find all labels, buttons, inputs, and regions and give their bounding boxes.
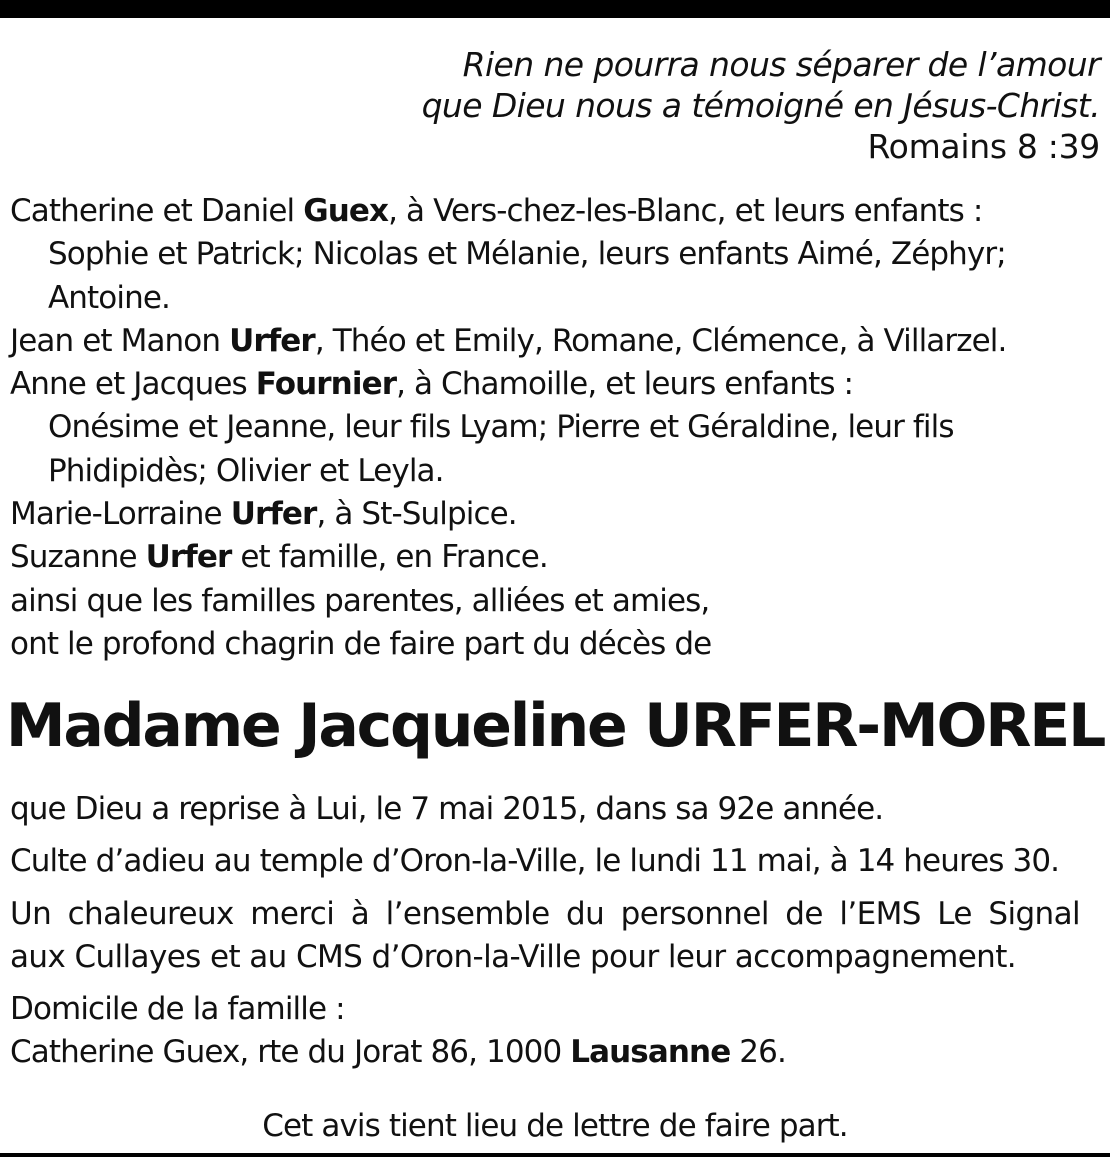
- fournier-children-line-1: Onésime et Jeanne, leur fils Lyam; Pierre et Géraldine, leur fils: [48, 409, 954, 446]
- thanks-line-2: aux Cullayes et au CMS d’Oron-la-Ville pour leur accompagnement.: [10, 938, 1017, 975]
- family-entry-marie-lorraine: Marie-Lorraine Urfer, à St-Sulpice.: [10, 496, 517, 533]
- death-notice: que Dieu a reprise à Lui, le 7 mai 2015, dans sa 92e année.: [10, 791, 884, 827]
- domicile-block: [10, 988, 1080, 1075]
- deceased-name: Madame Jacqueline URFER-MOREL: [5, 691, 1105, 761]
- announcement-line: ont le profond chagrin de faire part du décès de: [10, 625, 712, 662]
- family-entry-suzanne: Suzanne Urfer et famille, en France.: [10, 539, 548, 576]
- family-name-guex: Guex: [303, 193, 389, 229]
- family-address: Catherine Guex, rte du Jorat 86, 1000 Lausanne 26.: [10, 1034, 786, 1071]
- thanks-line-1: Un chaleureux merci à l’ensemble du personnel de l’EMS Le Signal: [10, 895, 1080, 932]
- family-name-fournier: Fournier: [255, 366, 397, 403]
- domicile-label: Domicile de la famille :: [10, 991, 345, 1028]
- verse-line-1: Rien ne pourra nous séparer de l’amour: [462, 45, 1100, 84]
- family-entry-jean-urfer: Jean et Manon Urfer, Théo et Emily, Romane, Clémence, à Villarzel.: [10, 322, 1007, 359]
- service-notice: Culte d’adieu au temple d’Oron-la-Ville, le lundi 11 mai, à 14 heures 30.: [10, 843, 1060, 880]
- family-entry-guex: Catherine et Daniel Guex, à Vers-chez-les-Blanc, et leurs enfants :: [10, 193, 983, 229]
- relatives-line: ainsi que les familles parentes, alliées et amies,: [10, 582, 710, 619]
- bible-verse: [422, 44, 1100, 167]
- bottom-border-rule: [0, 1153, 1110, 1157]
- fournier-children-line-2: Phidipidès; Olivier et Leyla.: [48, 452, 444, 489]
- verse-line-2: que Dieu nous a témoigné en Jésus-Christ.: [421, 86, 1100, 125]
- guex-children-line-1: Sophie et Patrick; Nicolas et Mélanie, leurs enfants Aimé, Zéphyr;: [48, 236, 1006, 273]
- family-list: [10, 190, 1100, 666]
- address-city: Lausanne: [570, 1034, 731, 1071]
- family-name-urfer: Urfer: [145, 539, 232, 576]
- closing-note: Cet avis tient lieu de lettre de faire part.: [262, 1108, 848, 1144]
- family-name-urfer: Urfer: [229, 322, 315, 359]
- obituary-details: [10, 788, 1080, 1084]
- guex-children-line-2: Antoine.: [48, 279, 170, 316]
- verse-reference: Romains 8 :39: [867, 127, 1100, 166]
- family-entry-fournier: Anne et Jacques Fournier, à Chamoille, et leurs enfants :: [10, 366, 854, 403]
- top-border-rule: [0, 0, 1110, 18]
- thanks-paragraph: [10, 893, 1080, 980]
- family-name-urfer: Urfer: [230, 496, 317, 533]
